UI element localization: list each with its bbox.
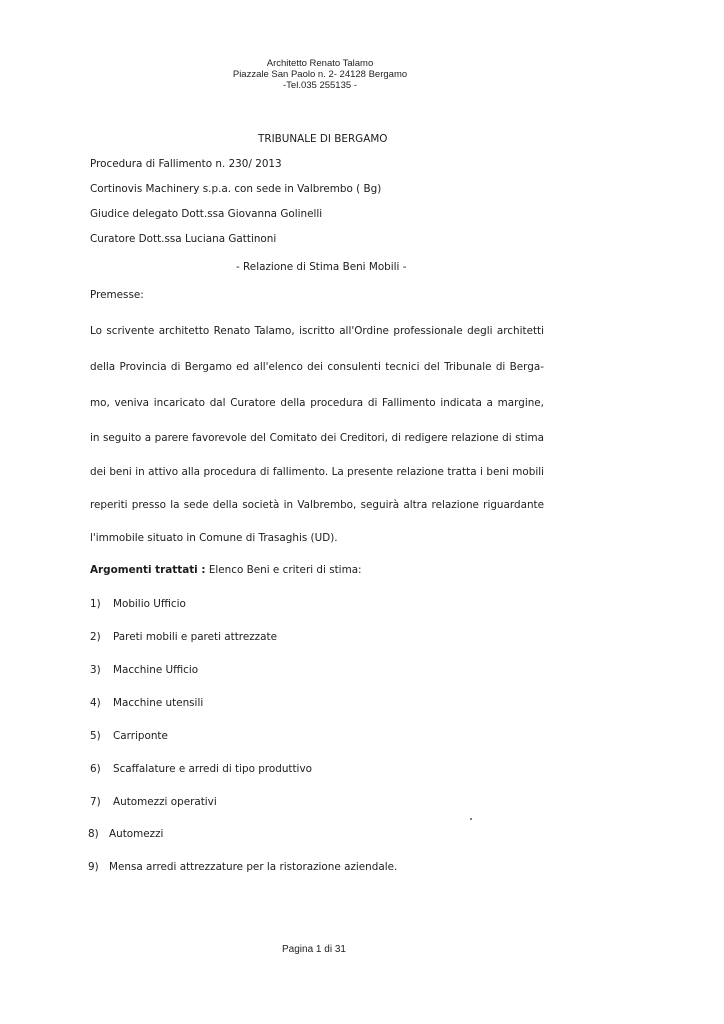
page-number: Pagina 1 di 31 — [282, 944, 346, 955]
list-item: Macchine Ufficio — [113, 664, 199, 676]
list-item: Scaffalature e arredi di tipo produttivo — [113, 763, 312, 775]
list-item: Macchine utensili — [113, 697, 204, 709]
list-item-number: 5) — [90, 730, 101, 742]
list-item-number: 3) — [90, 664, 101, 676]
procedure-number: Procedura di Fallimento n. 230/ 2013 — [90, 158, 282, 170]
court-title: TRIBUNALE DI BERGAMO — [258, 133, 388, 145]
premises-heading: Premesse: — [90, 289, 144, 301]
list-item: Pareti mobili e pareti attrezzate — [113, 631, 277, 643]
letterhead-phone: -Tel.035 255135 - — [283, 80, 357, 91]
scan-speck — [470, 818, 472, 820]
list-item-number: 7) — [90, 796, 101, 808]
company-line: Cortinovis Machinery s.p.a. con sede in Valbrembo ( Bg) — [90, 183, 382, 195]
list-item-number: 9) — [88, 861, 99, 873]
list-item-number: 6) — [90, 763, 101, 775]
body-line-last: l'immobile situato in Comune di Trasaghis (UD). — [90, 532, 338, 544]
report-title: - Relazione di Stima Beni Mobili - — [236, 261, 407, 273]
body-line: Lo scrivente architetto Renato Talamo, iscritto all'Ordine professionale degli architetti — [90, 325, 544, 337]
list-item: Carriponte — [113, 730, 168, 742]
topics-line — [90, 564, 362, 576]
judge-line: Giudice delegato Dott.ssa Giovanna Golinelli — [90, 208, 323, 220]
list-item-number: 4) — [90, 697, 101, 709]
list-item-number: 2) — [90, 631, 101, 643]
body-line: in seguito a parere favorevole del Comitato dei Creditori, di redigere relazione di stima — [90, 432, 544, 444]
curator-line: Curatore Dott.ssa Luciana Gattinoni — [90, 233, 277, 245]
body-line: reperiti presso la sede della società in Valbrembo, seguirà altra relazione riguardante — [90, 499, 544, 511]
list-item-number: 1) — [90, 598, 101, 610]
body-line: mo, veniva incaricato dal Curatore della procedura di Fallimento indicata a margine, — [90, 397, 544, 409]
list-item-number: 8) — [88, 828, 99, 840]
topics-text: Elenco Beni e criteri di stima: — [205, 564, 362, 576]
body-line: dei beni in attivo alla procedura di fallimento. La presente relazione tratta i beni mobili — [90, 466, 544, 478]
list-item: Mobilio Ufficio — [113, 598, 186, 610]
body-line: della Provincia di Bergamo ed all'elenco dei consulenti tecnici del Tribunale di Berga- — [90, 361, 544, 373]
topics-label: Argomenti trattati : — [90, 564, 206, 576]
letterhead-address: Piazzale San Paolo n. 2- 24128 Bergamo — [232, 69, 408, 80]
list-item: Automezzi operativi — [113, 796, 217, 808]
letterhead-name: Architetto Renato Talamo — [266, 58, 374, 69]
list-item: Mensa arredi attrezzature per la ristorazione aziendale. — [109, 861, 398, 873]
list-item: Automezzi — [109, 828, 164, 840]
